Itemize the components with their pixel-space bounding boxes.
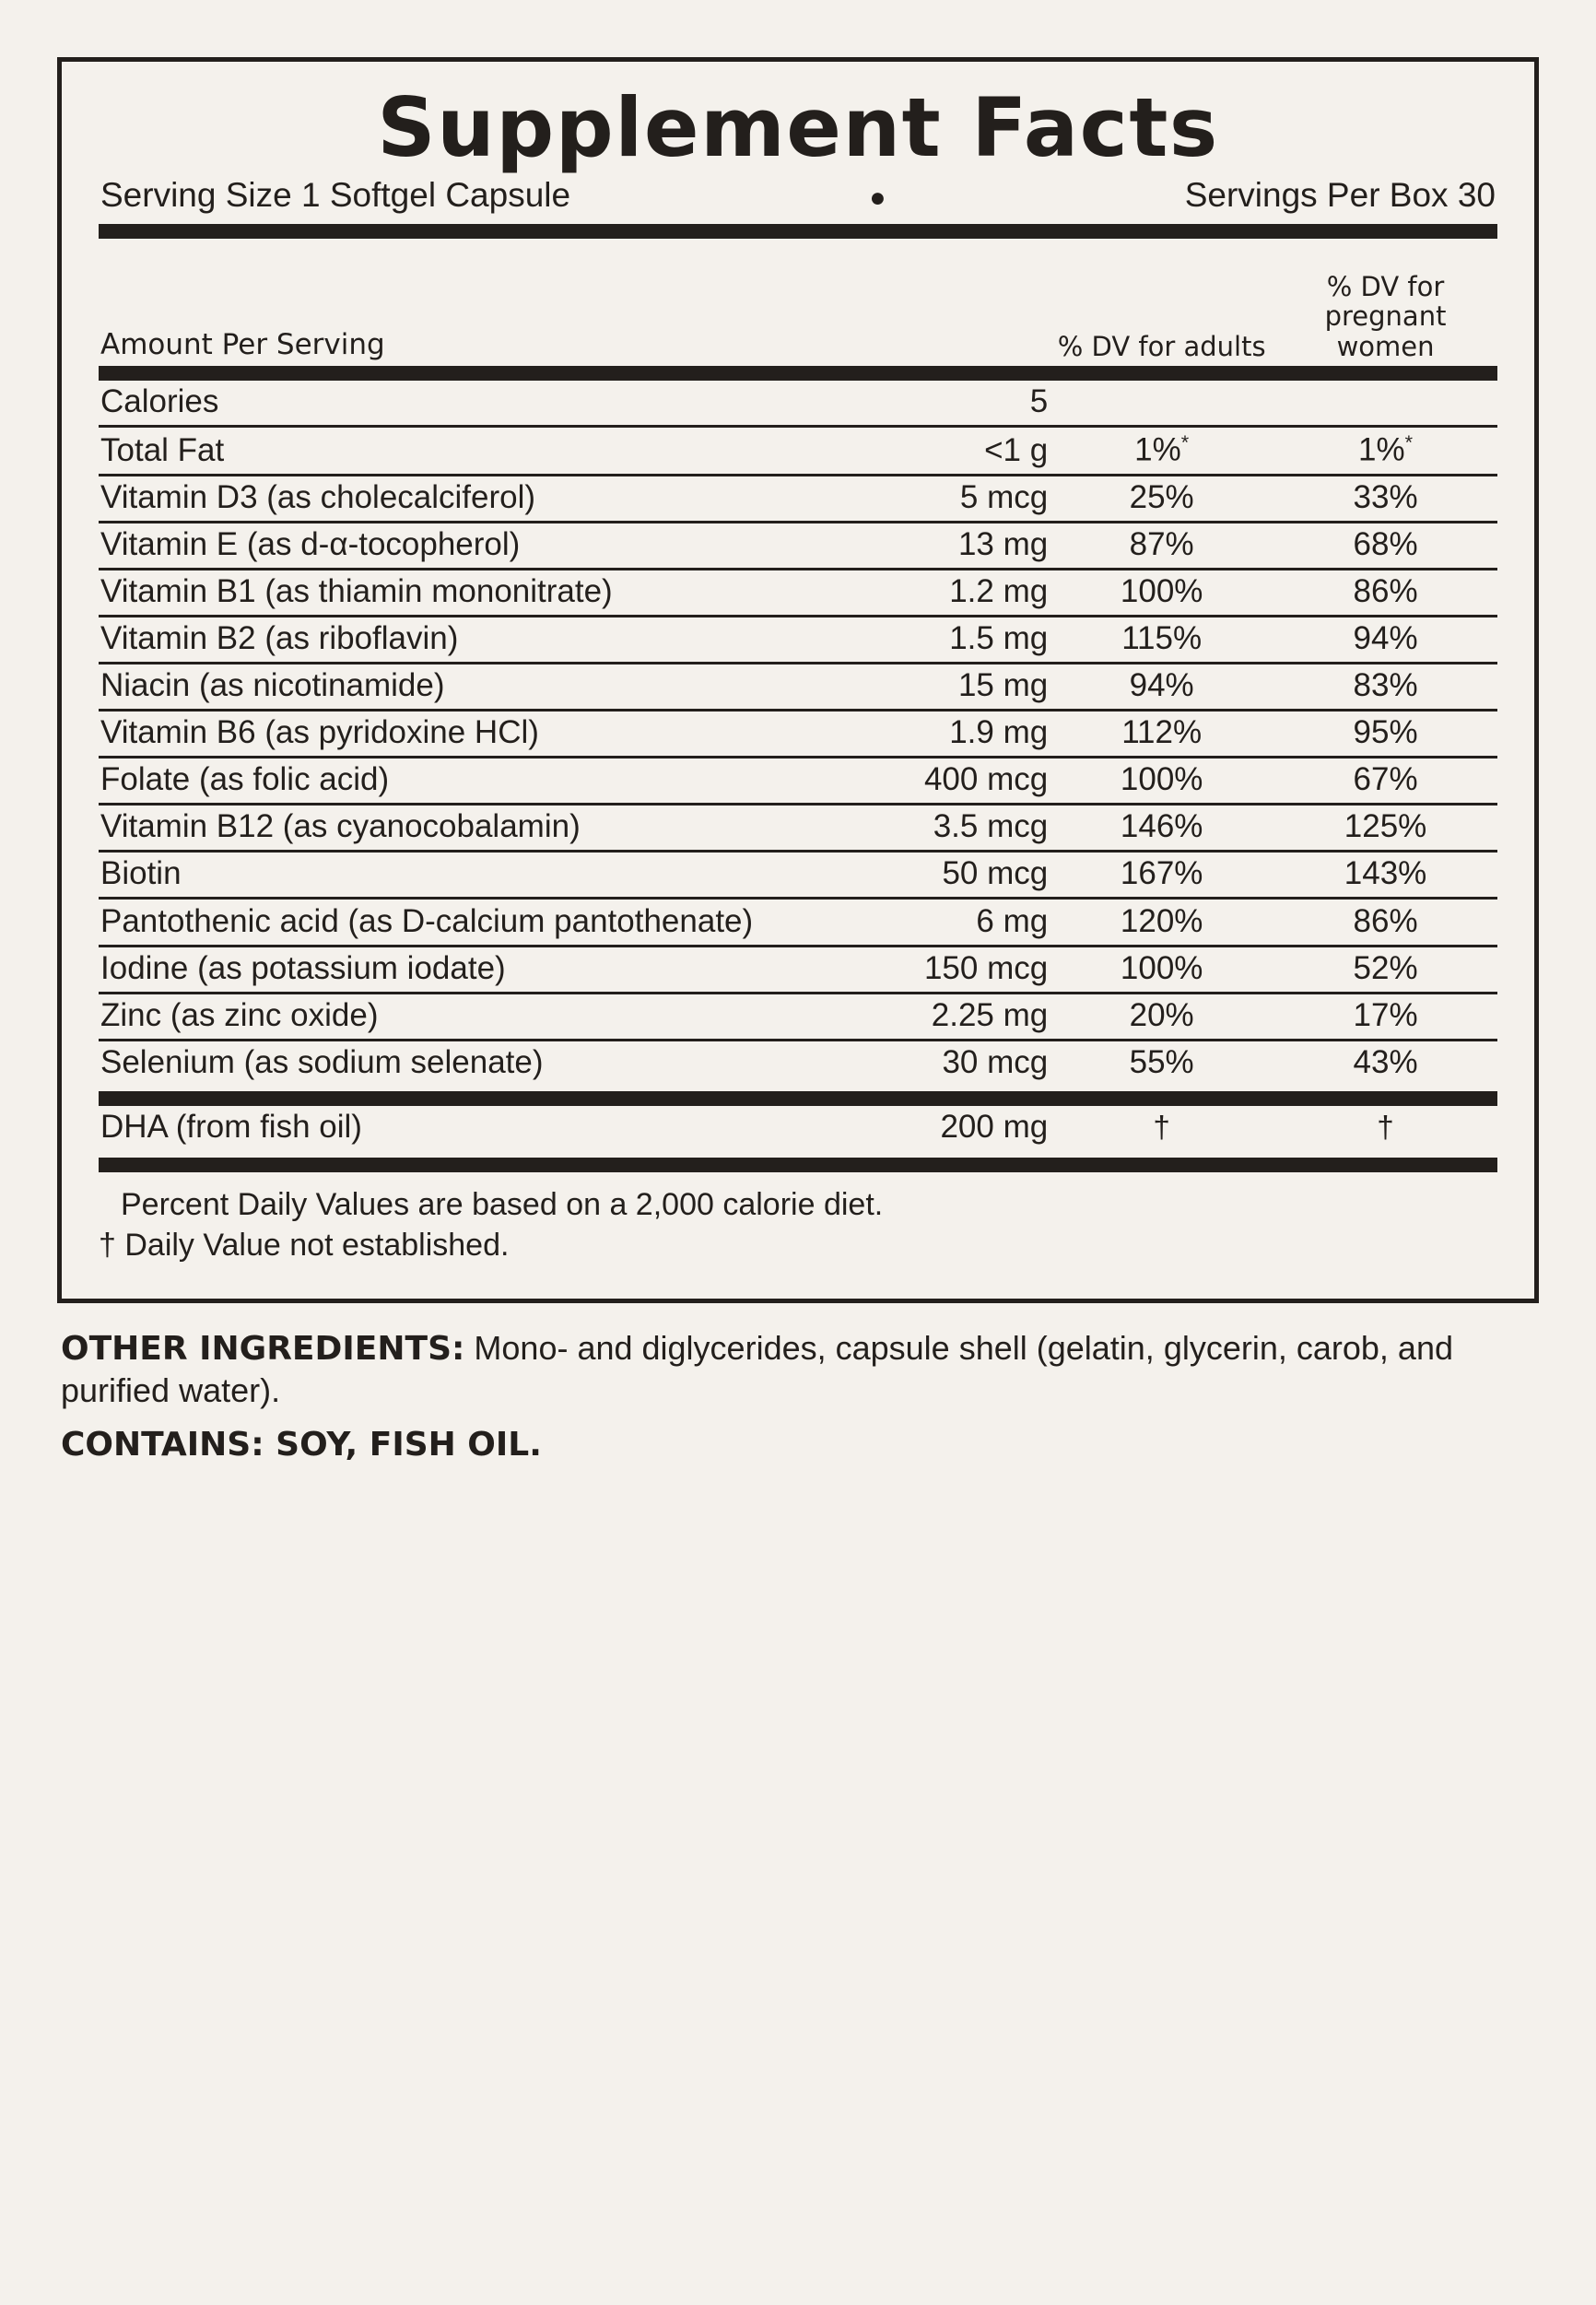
row-amount: 3.5 mcg	[756, 805, 1050, 852]
row-amount: 150 mcg	[756, 947, 1050, 994]
asterisk-marker: *	[1404, 430, 1414, 454]
serving-size-text: Serving Size 1 Softgel Capsule	[100, 176, 571, 215]
table-row	[99, 476, 1497, 523]
footnote-daily-values: Percent Daily Values are based on a 2,000 calorie diet.	[121, 1187, 884, 1223]
table-row-dha	[99, 1106, 1497, 1150]
table-row	[99, 758, 1497, 805]
row-name: Folate (as folic acid)	[99, 758, 756, 805]
supplement-facts-panel	[57, 57, 1539, 1303]
row-dv-adults: 167%	[1050, 852, 1273, 899]
header-amount-per-serving: Amount Per Serving	[100, 328, 385, 362]
separator-dot-icon: ●	[869, 182, 886, 214]
row-dv-pregnant: 43%	[1353, 1044, 1418, 1081]
table-row	[99, 947, 1497, 994]
row-dv-adults: 20%	[1050, 994, 1273, 1041]
other-ingredients-label: OTHER INGREDIENTS:	[61, 1330, 465, 1369]
page-title: Supplement Facts	[377, 80, 1219, 175]
table-row	[99, 617, 1497, 664]
divider-thick-top	[99, 224, 1497, 239]
row-dv-pregnant: 67%	[1273, 758, 1497, 805]
row-dv-adults: 25%	[1050, 476, 1273, 523]
row-dv-pregnant: 94%	[1273, 617, 1497, 664]
row-dv-pregnant: 143%	[1273, 852, 1497, 899]
header-dv-adults: % DV for adults	[1057, 330, 1266, 362]
row-name: Iodine (as potassium iodate)	[99, 947, 756, 994]
footnotes	[99, 1172, 1497, 1265]
row-amount: 5	[756, 381, 1050, 427]
row-dv-adults: 94%	[1050, 664, 1273, 711]
table-row	[99, 899, 1497, 947]
footnote-dagger: † Daily Value not established.	[99, 1227, 510, 1263]
divider-thick-header	[99, 366, 1497, 381]
row-amount: 200 mg	[940, 1109, 1049, 1146]
row-name: Pantothenic acid (as D-calcium pantothenate)	[99, 899, 756, 947]
row-dv-adults: †	[1153, 1111, 1170, 1146]
row-dv-pregnant: 95%	[1273, 711, 1497, 758]
header-dv-pregnant: % DV for pregnant women	[1324, 270, 1447, 362]
row-name: Niacin (as nicotinamide)	[99, 664, 756, 711]
table-row	[99, 523, 1497, 570]
row-dv-pregnant: †	[1377, 1111, 1394, 1146]
asterisk-marker: *	[1180, 430, 1190, 454]
row-amount: 2.25 mg	[756, 994, 1050, 1041]
row-name: Zinc (as zinc oxide)	[99, 994, 756, 1041]
row-dv-adults: 120%	[1050, 899, 1273, 947]
row-amount: 13 mg	[756, 523, 1050, 570]
row-amount: 1.5 mg	[756, 617, 1050, 664]
row-dv-adults: 55%	[1129, 1044, 1194, 1081]
row-amount: 400 mcg	[756, 758, 1050, 805]
row-name: Vitamin D3 (as cholecalciferol)	[99, 476, 756, 523]
row-amount: 1.9 mg	[756, 711, 1050, 758]
row-name: Total Fat	[99, 427, 756, 476]
table-row	[99, 1041, 1497, 1087]
row-dv-pregnant: 125%	[1273, 805, 1497, 852]
row-amount: 5 mcg	[756, 476, 1050, 523]
row-dv-pregnant: 1%*	[1273, 427, 1497, 476]
row-amount: 6 mg	[756, 899, 1050, 947]
other-ingredients-block	[57, 1303, 1539, 1465]
contains-statement: CONTAINS: SOY, FISH OIL.	[61, 1426, 542, 1464]
serving-info-row	[99, 176, 1497, 220]
row-dv-pregnant: 52%	[1273, 947, 1497, 994]
row-dv-pregnant: 68%	[1273, 523, 1497, 570]
nutrition-table	[99, 239, 1497, 1172]
row-dv-adults: 87%	[1050, 523, 1273, 570]
table-header-row	[99, 239, 1497, 366]
row-dv-adults: 100%	[1050, 570, 1273, 617]
row-amount: 30 mcg	[942, 1044, 1049, 1081]
other-ingredients-paragraph	[61, 1327, 1535, 1411]
row-name: Vitamin B1 (as thiamin mononitrate)	[99, 570, 756, 617]
table-row	[99, 570, 1497, 617]
row-name: Selenium (as sodium selenate)	[100, 1044, 544, 1081]
servings-per-box-text: Servings Per Box 30	[1184, 176, 1496, 215]
table-row	[99, 427, 1497, 476]
row-name: Biotin	[99, 852, 756, 899]
row-name: Calories	[99, 381, 756, 427]
table-row	[99, 664, 1497, 711]
row-dv-adults: 100%	[1050, 758, 1273, 805]
row-name: DHA (from fish oil)	[100, 1109, 362, 1146]
row-dv-pregnant: 17%	[1273, 994, 1497, 1041]
table-row	[99, 994, 1497, 1041]
row-dv-adults	[1050, 381, 1273, 427]
divider-thick-before-dha	[99, 1086, 1497, 1106]
row-name: Vitamin E (as d-α-tocopherol)	[99, 523, 756, 570]
row-amount: <1 g	[756, 427, 1050, 476]
divider-thick-after-dha	[99, 1150, 1497, 1172]
row-dv-adults: 115%	[1050, 617, 1273, 664]
row-name: Vitamin B12 (as cyanocobalamin)	[99, 805, 756, 852]
row-amount: 1.2 mg	[756, 570, 1050, 617]
table-row	[99, 711, 1497, 758]
row-name: Vitamin B6 (as pyridoxine HCl)	[99, 711, 756, 758]
row-dv-pregnant: 86%	[1273, 899, 1497, 947]
row-dv-adults: 112%	[1050, 711, 1273, 758]
table-row	[99, 852, 1497, 899]
row-amount: 50 mcg	[756, 852, 1050, 899]
row-dv-pregnant: 33%	[1273, 476, 1497, 523]
row-dv-pregnant: 83%	[1273, 664, 1497, 711]
row-dv-pregnant: 86%	[1273, 570, 1497, 617]
table-row	[99, 381, 1497, 427]
other-ingredients-text: Mono- and diglycerides, capsule shell (gelatin, glycerin, carob, and purified water).	[61, 1329, 1453, 1410]
row-name: Vitamin B2 (as riboflavin)	[99, 617, 756, 664]
row-dv-adults: 100%	[1050, 947, 1273, 994]
row-dv-adults: 146%	[1050, 805, 1273, 852]
row-dv-adults: 1%*	[1050, 427, 1273, 476]
row-amount: 15 mg	[756, 664, 1050, 711]
table-row	[99, 805, 1497, 852]
row-dv-pregnant	[1273, 381, 1497, 427]
